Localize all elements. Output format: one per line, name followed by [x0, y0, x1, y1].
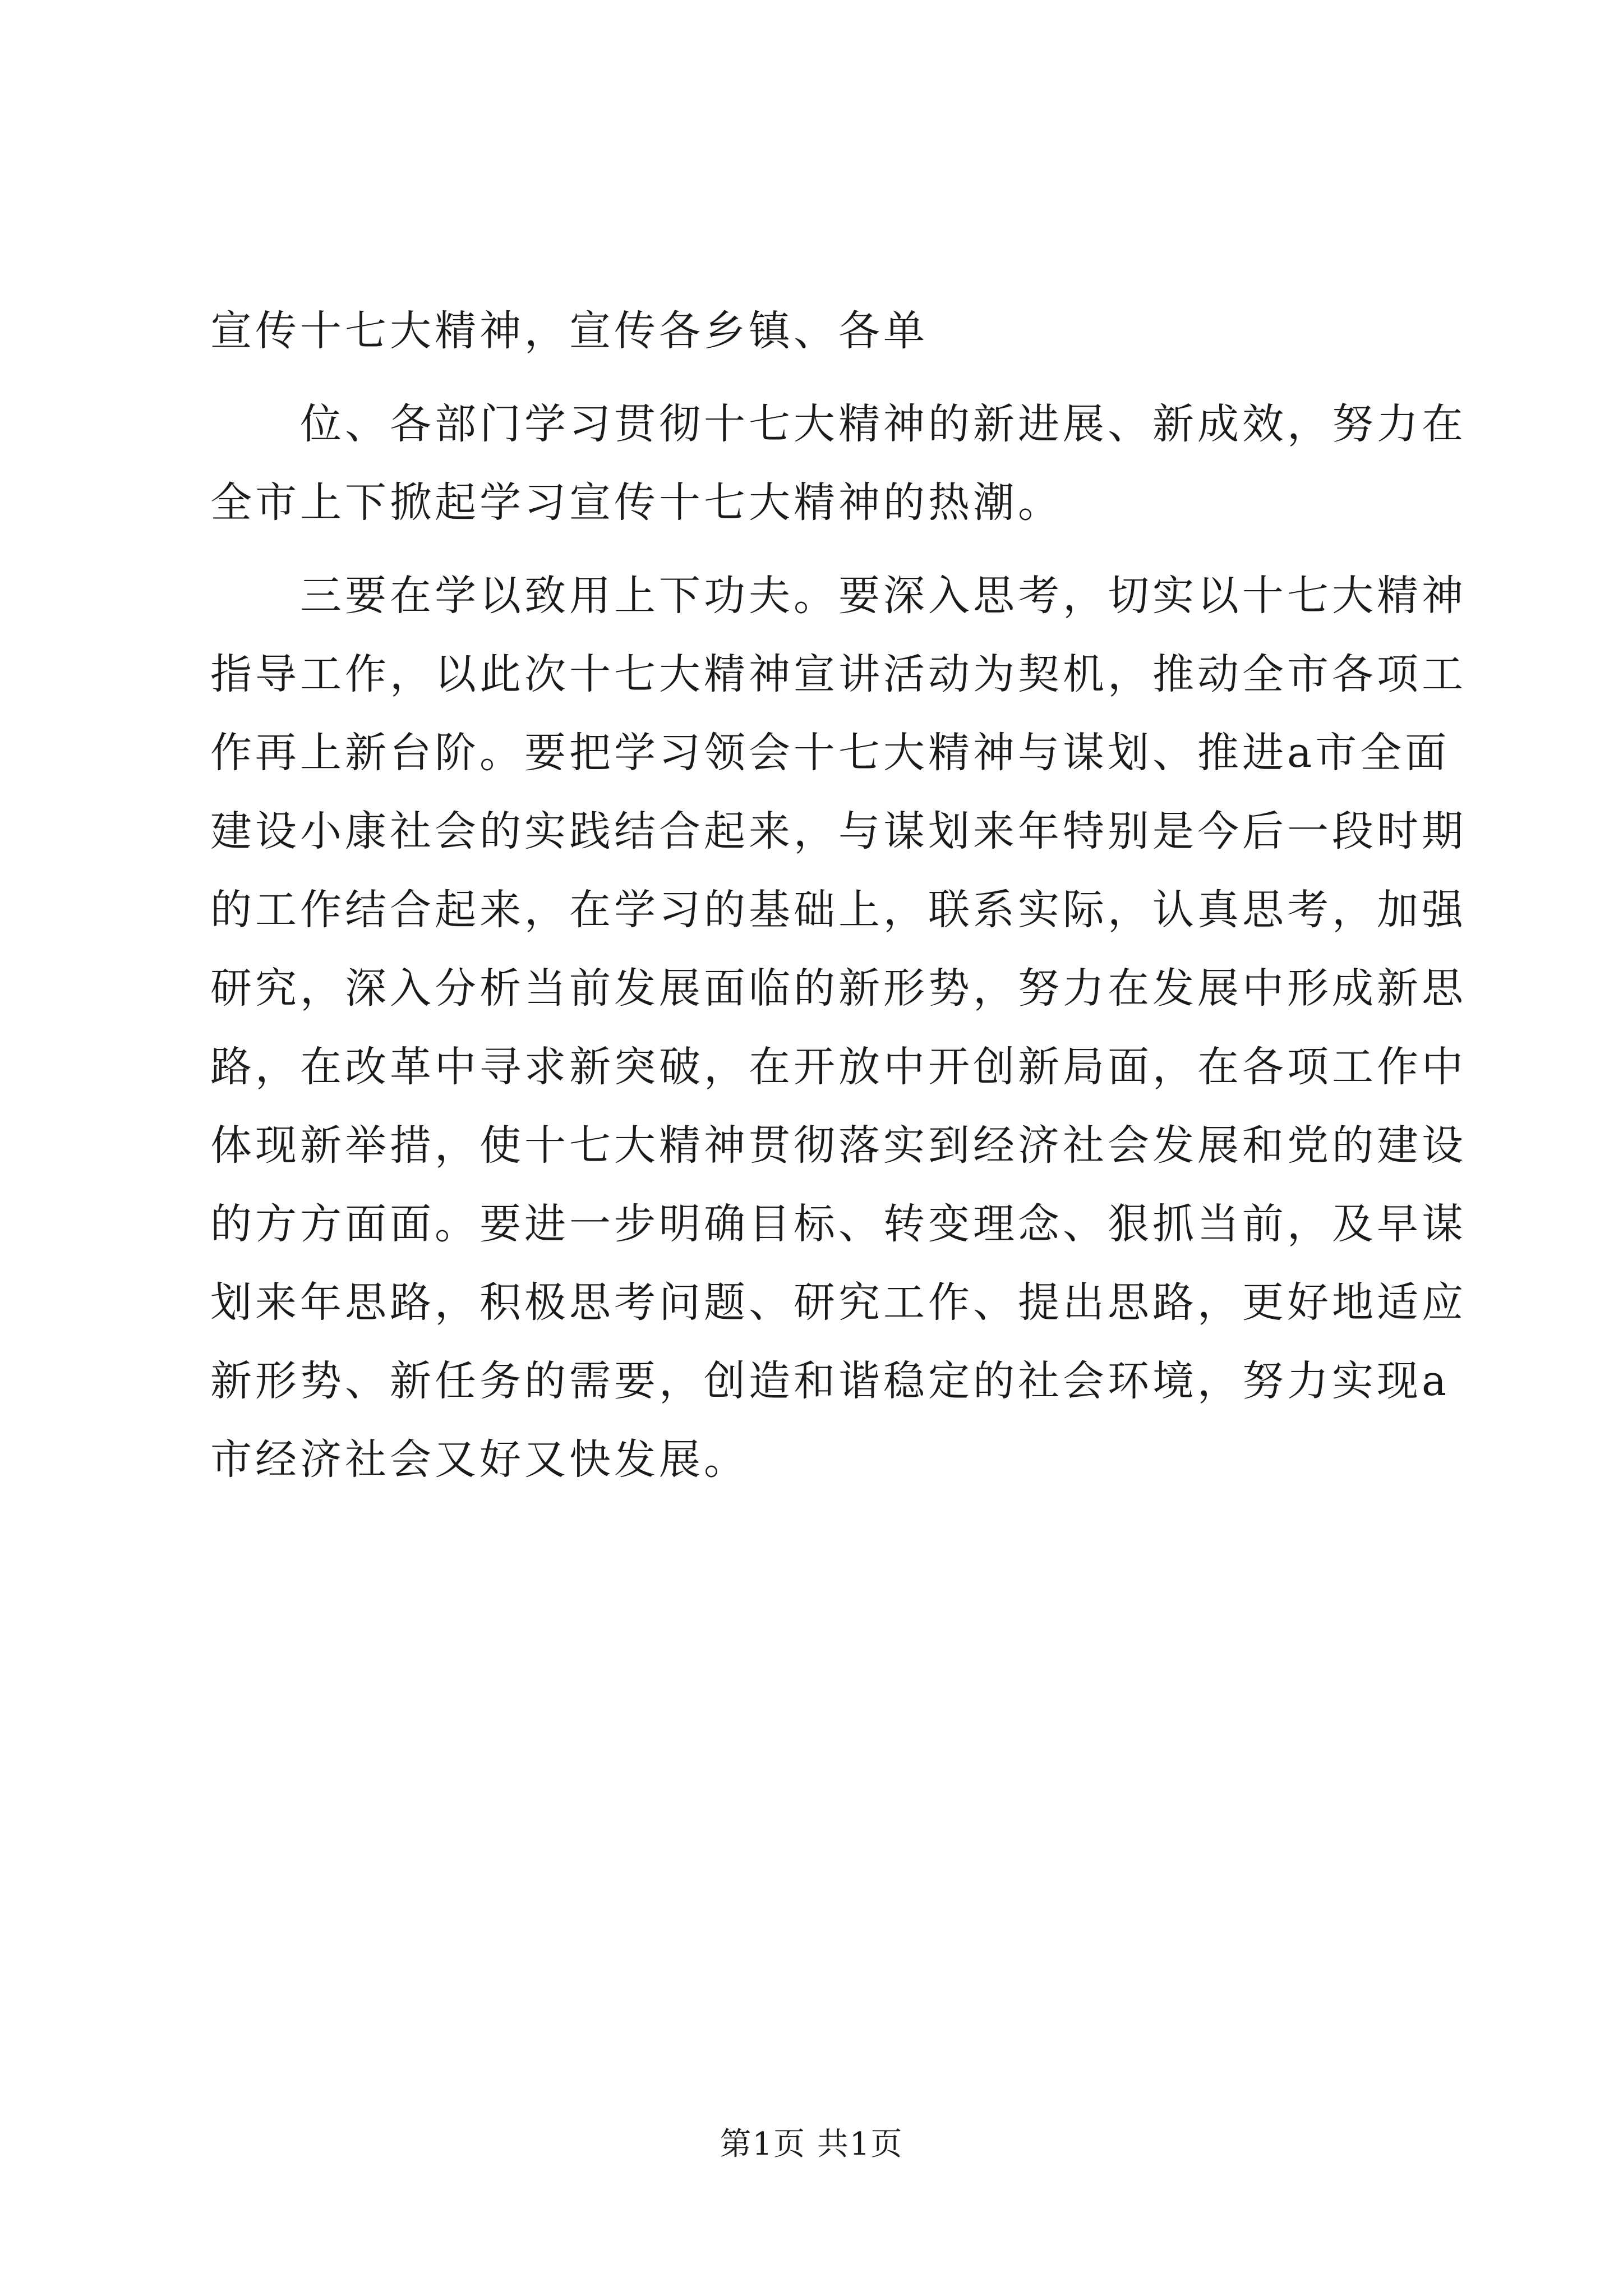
- text-line: 的方方面面。要进一步明确目标、转变理念、狠抓当前，及早谋: [210, 1200, 1467, 1248]
- text-line: 市经济社会又好又快发展。: [210, 1435, 749, 1484]
- paragraph: [210, 385, 1467, 542]
- text-line: 建设小康社会的实践结合起来，与谋划来年特别是今后一段时期: [210, 807, 1467, 855]
- text-line: 作再上新台阶。要把学习领会十七大精神与谋划、推进a市全面: [210, 729, 1450, 777]
- paragraph: [210, 292, 1441, 370]
- text-line: 的工作结合起来，在学习的基础上，联系实际，认真思考，加强: [210, 886, 1467, 934]
- paragraph: [210, 556, 1467, 1499]
- text-line: 划来年思路，积极思考问题、研究工作、提出思路，更好地适应: [210, 1278, 1467, 1327]
- text-line: 研究，深入分析当前发展面临的新形势，努力在发展中形成新思: [210, 964, 1467, 1013]
- text-line: 路，在改革中寻求新突破，在开放中开创新局面，在各项工作中: [210, 1043, 1467, 1091]
- page-number-footer: 第1页 共1页: [720, 2126, 903, 2162]
- text-line: 宣传十七大精神，宣传各乡镇、各单: [210, 307, 928, 355]
- text-line: 全市上下掀起学习宣传十七大精神的热潮。: [210, 478, 1063, 527]
- text-line: 新形势、新任务的需要，创造和谐稳定的社会环境，努力实现a: [210, 1357, 1450, 1405]
- paragraph-spacer: [210, 542, 1441, 556]
- text-line: 指导工作，以此次十七大精神宣讲活动为契机，推动全市各项工: [210, 650, 1467, 698]
- document-body: [210, 292, 1467, 1499]
- text-line: 三要在学以致用上下功夫。要深入思考，切实以十七大精神: [210, 572, 1467, 620]
- paragraph-spacer: [210, 370, 1441, 385]
- text-line: 位、各部门学习贯彻十七大精神的新进展、新成效，努力在: [210, 400, 1467, 448]
- text-line: 体现新举措，使十七大精神贯彻落实到经济社会发展和党的建设: [210, 1121, 1467, 1170]
